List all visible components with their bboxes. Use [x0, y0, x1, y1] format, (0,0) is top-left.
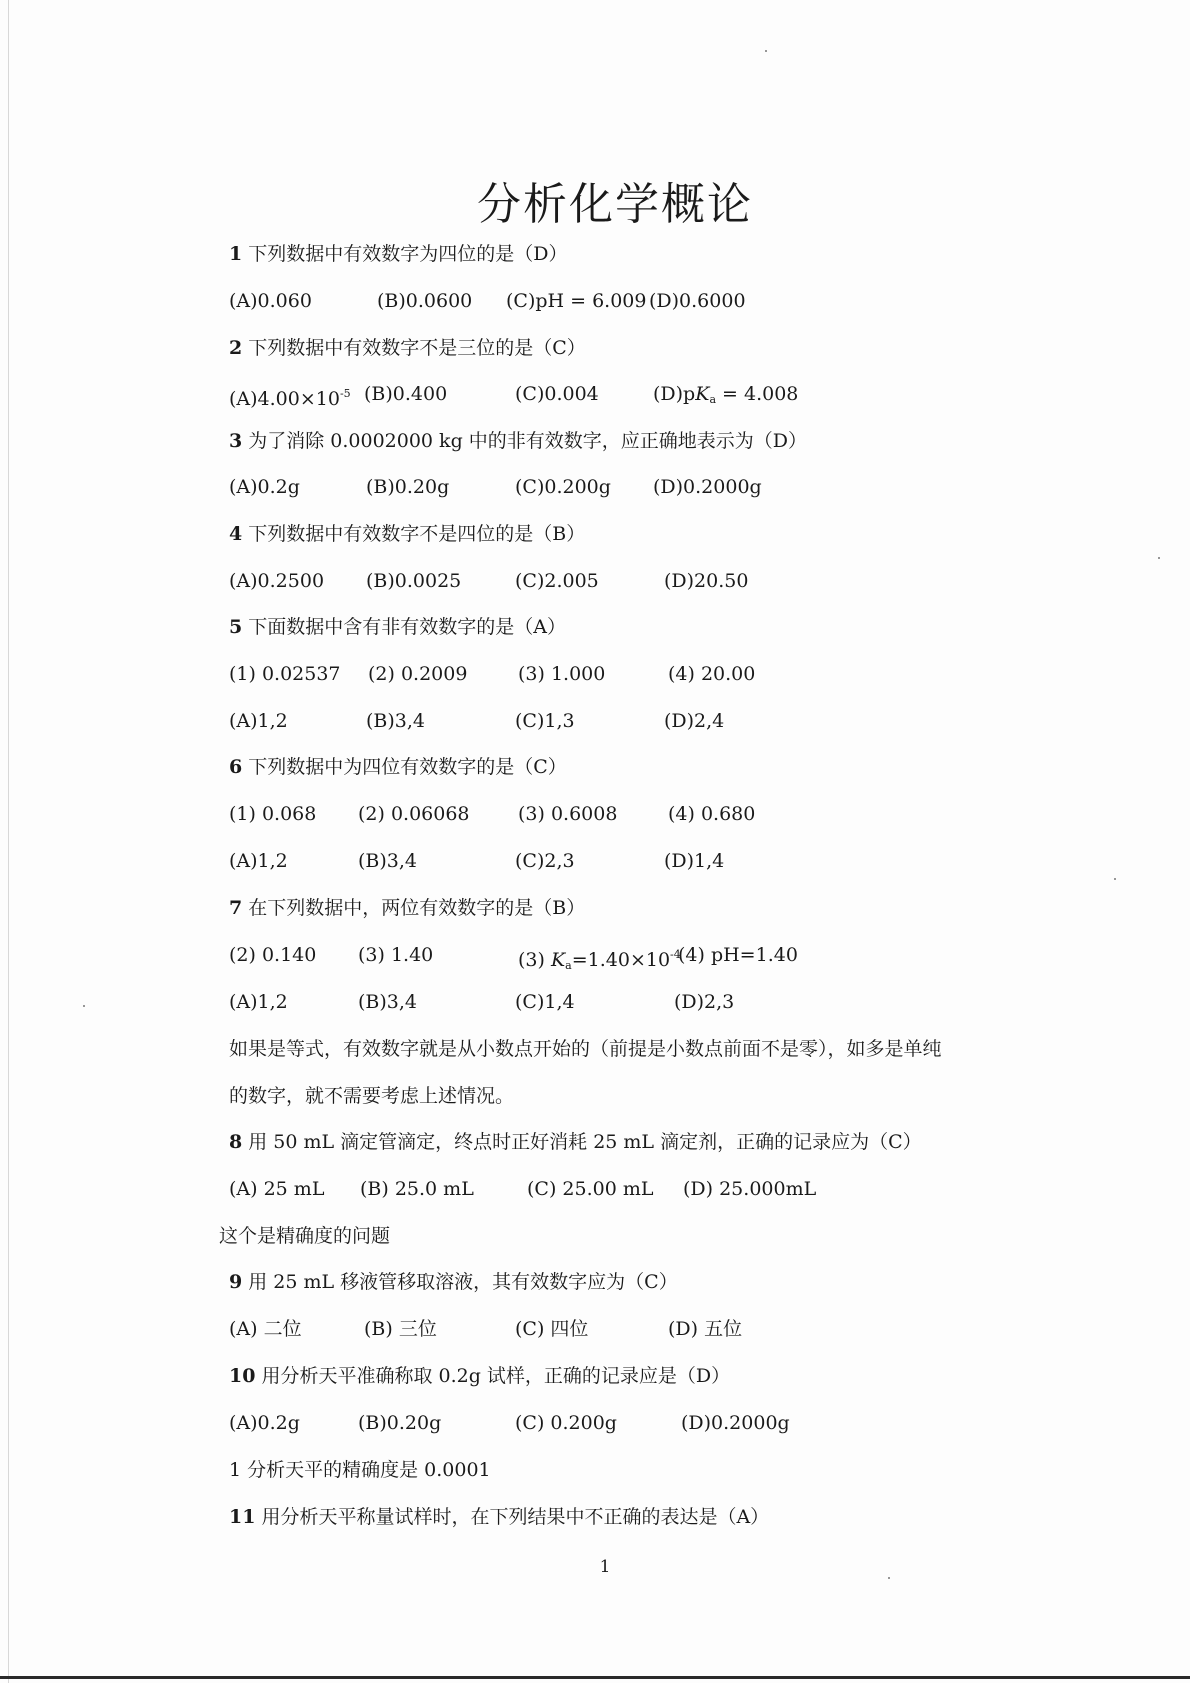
question-number: 9 [229, 1271, 243, 1293]
option: (B)0.0600 [377, 290, 473, 312]
option: (B)0.0025 [366, 570, 462, 592]
option: (B)0.20g [366, 476, 450, 498]
question-number: 3 [229, 430, 243, 452]
question-9 [229, 1270, 678, 1294]
option: (C)0.200g [515, 476, 611, 498]
option: (3) 1.40 [358, 944, 434, 966]
option: (D)0.2000g [681, 1412, 790, 1434]
option: (4) 0.680 [668, 803, 756, 825]
option: (D)0.6000 [649, 290, 746, 312]
subscript: a [565, 959, 572, 972]
page-title: 分析化学概论 [477, 179, 753, 230]
exponent: -5 [339, 387, 351, 400]
option: (D)0.2000g [653, 476, 762, 498]
option [518, 943, 681, 978]
question-number: 6 [229, 756, 243, 778]
option: (C)pH = 6.009 [506, 290, 647, 312]
option-text: (3) [518, 949, 551, 971]
option: (4) 20.00 [668, 663, 756, 685]
question-text: 为了消除 0.0002000 kg 中的非有效数字，应正确地表示为（D） [248, 430, 808, 452]
option: (C) 四位 [515, 1318, 589, 1340]
scan-edge-bottom [0, 1676, 1190, 1679]
option-text: K [550, 949, 566, 971]
question-text: 用 25 mL 移液管移取溶液，其有效数字应为（C） [248, 1271, 678, 1293]
question-text: 下列数据中有效数字不是四位的是（B） [248, 523, 586, 545]
option: (4) pH=1.40 [678, 944, 798, 966]
option: (D) 五位 [668, 1318, 743, 1340]
question-text: 下面数据中含有非有效数字的是（A） [248, 616, 566, 638]
question-number: 4 [229, 523, 243, 545]
question-number: 11 [229, 1506, 256, 1528]
option: (D)20.50 [664, 570, 749, 592]
option: (2) 0.06068 [358, 803, 470, 825]
page-number: 1 [599, 1557, 611, 1577]
question-text: 下列数据中为四位有效数字的是（C） [248, 756, 567, 778]
option: (2) 0.140 [229, 944, 317, 966]
question-number: 7 [229, 897, 243, 919]
question-number: 2 [229, 337, 243, 359]
question-5 [229, 615, 566, 639]
note-text: 1 分析天平的精确度是 0.0001 [229, 1459, 491, 1481]
option: (1) 0.02537 [229, 663, 341, 685]
question-7 [229, 896, 585, 920]
option: (A)0.2g [229, 1412, 300, 1434]
question-text: 用分析天平准确称取 0.2g 试样，正确的记录应是（D） [261, 1365, 731, 1387]
question-number: 1 [229, 243, 243, 265]
question-number: 8 [229, 1131, 243, 1153]
option: (B)0.20g [358, 1412, 442, 1434]
option: (D)2,4 [664, 710, 725, 732]
scan-edge-left [8, 0, 9, 1683]
option-text: = 4.008 [716, 383, 799, 405]
question-number: 5 [229, 616, 243, 638]
option: (B)3,4 [358, 850, 418, 872]
note-text: 这个是精确度的问题 [219, 1225, 391, 1247]
option: (B)3,4 [358, 991, 418, 1013]
option: (C) 25.00 mL [527, 1178, 654, 1200]
question-8 [229, 1130, 922, 1154]
scan-speck [765, 50, 767, 52]
subscript: a [709, 393, 716, 406]
scan-speck [888, 1577, 890, 1579]
scan-speck [1114, 878, 1116, 880]
option: (A)1,2 [229, 991, 288, 1013]
note-text: 如果是等式，有效数字就是从小数点开始的（前提是小数点前面不是零），如多是单纯 [229, 1038, 942, 1060]
option [653, 382, 798, 412]
option: (A)1,2 [229, 710, 288, 732]
option: (B)3,4 [366, 710, 426, 732]
scan-speck [83, 1005, 85, 1007]
option: (B)0.400 [364, 383, 448, 405]
option: (A)0.2500 [229, 570, 325, 592]
option: (C)1,4 [515, 991, 575, 1013]
option-text: (D)p [653, 383, 696, 405]
question-4 [229, 522, 585, 546]
option: (C)2,3 [515, 850, 575, 872]
question-text: 下列数据中有效数字为四位的是（D） [248, 243, 568, 265]
scan-speck [1158, 557, 1160, 559]
option: (C)1,3 [515, 710, 575, 732]
question-text: 用 50 mL 滴定管滴定，终点时正好消耗 25 mL 滴定剂，正确的记录应为（C） [248, 1131, 922, 1153]
option-text: K [695, 383, 710, 405]
option: (A)1,2 [229, 850, 288, 872]
option: (C)0.004 [515, 383, 599, 405]
question-text: 用分析天平称量试样时，在下列结果中不正确的表达是（A） [261, 1506, 770, 1528]
option [229, 382, 351, 411]
option: (D) 25.000mL [683, 1178, 817, 1200]
question-11 [229, 1505, 769, 1529]
option: (A) 25 mL [229, 1178, 325, 1200]
option: (B) 三位 [364, 1318, 437, 1340]
option: (A)0.2g [229, 476, 300, 498]
option: (3) 0.6008 [518, 803, 618, 825]
option: (B) 25.0 mL [360, 1178, 474, 1200]
question-3 [229, 429, 807, 453]
option: (A) 二位 [229, 1318, 302, 1340]
option: (A)0.060 [229, 290, 312, 312]
question-2 [229, 336, 586, 360]
option: (2) 0.2009 [368, 663, 468, 685]
option-text: =1.40×10 [571, 949, 671, 971]
question-number: 10 [229, 1365, 256, 1387]
question-1 [229, 242, 567, 266]
option: (D)1,4 [664, 850, 725, 872]
question-10 [229, 1364, 730, 1388]
question-text: 在下列数据中，两位有效数字的是（B） [248, 897, 586, 919]
option: (3) 1.000 [518, 663, 606, 685]
note-text: 的数字，就不需要考虑上述情况。 [229, 1085, 515, 1107]
option: (C)2.005 [515, 570, 599, 592]
option: (C) 0.200g [515, 1412, 617, 1434]
option: (1) 0.068 [229, 803, 317, 825]
question-text: 下列数据中有效数字不是三位的是（C） [248, 337, 586, 359]
exponent: -4 [670, 948, 681, 961]
option-text: (A)4.00×10 [229, 388, 340, 410]
option: (D)2,3 [674, 991, 735, 1013]
question-6 [229, 755, 567, 779]
